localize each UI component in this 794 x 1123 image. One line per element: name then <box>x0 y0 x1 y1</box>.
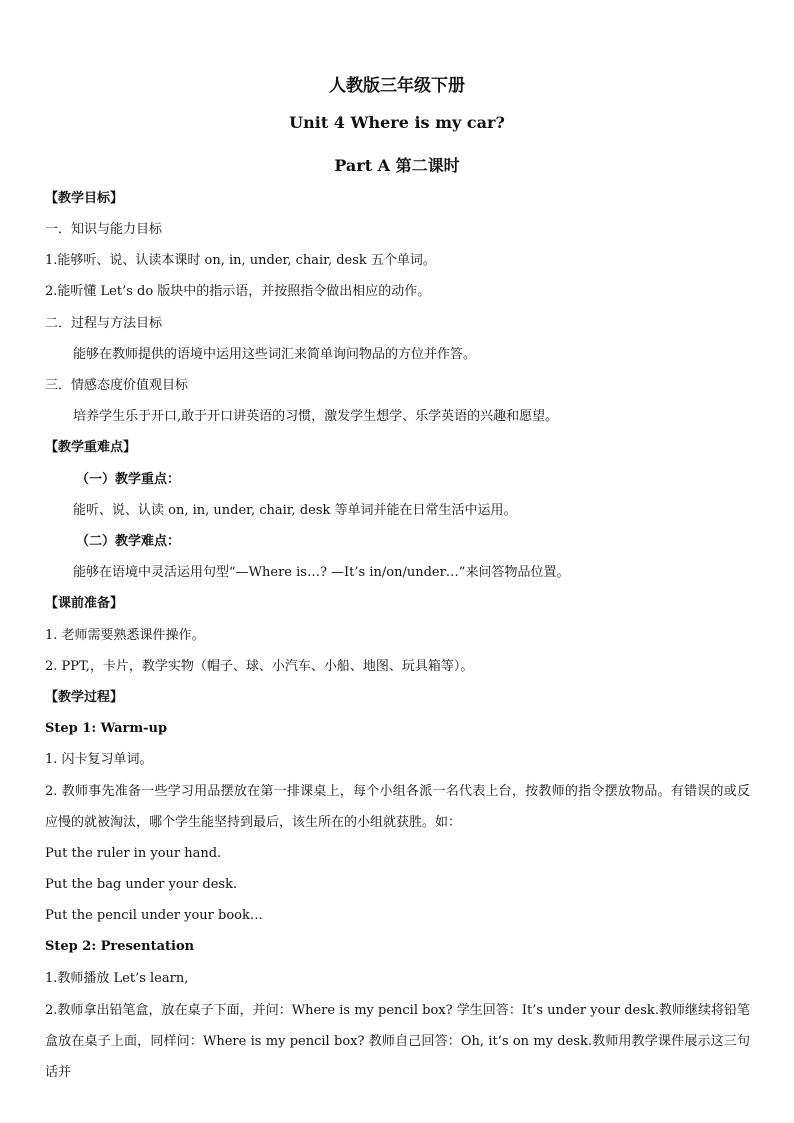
difficult-point-text: 能够在语境中灵活运用句型“—Where is…? —It’s in/on/under…”来问答物品位置。 <box>73 565 570 580</box>
key-point-heading: （一）教学重点： <box>76 472 181 487</box>
unit-subtitle: Unit 4 Where is my car? <box>289 113 505 132</box>
step1-example3: Put the pencil under your book… <box>45 908 263 923</box>
preparation-item2: 2. PPT,，卡片，教学实物（帽子、球、小汽车、小船、地图、玩具箱等）。 <box>45 659 474 674</box>
step1-item2: 2. 教师事先准备一些学习用品摆放在第一排课桌上，每个小组各派一名代表上台，按教师的指令摆放物品。有错误的或反应慢的就被淘汰，哪个学生能坚持到最后，该生所在的小组就获胜。如： <box>45 784 750 830</box>
step1-heading: Step 1: Warm-up <box>45 721 168 736</box>
difficult-point-heading: （二）教学难点： <box>76 534 181 549</box>
step1-example1: Put the ruler in your hand. <box>45 846 222 861</box>
goal3-text: 培养学生乐于开口,敢于开口讲英语的习惯，激发学生想学、乐学英语的兴趣和愿望。 <box>73 409 559 424</box>
step1-example2: Put the bag under your desk. <box>45 877 238 892</box>
goal2-heading: 二．过程与方法目标 <box>45 316 163 331</box>
goal3-heading: 三．情感态度价值观目标 <box>45 378 189 393</box>
step2-item2: 2.教师拿出铅笔盒，放在桌子下面，并问：Where is my pencil box? 学生回答：It’s under your desk.教师继续将铅笔盒放在桌子上面，同样问：Where is my pencil box? 教师自己回答：Oh, it’s on my desk.教师用教学课件展示这三句话并 <box>45 1003 750 1080</box>
goal1-heading: 一．知识与能力目标 <box>45 222 163 237</box>
goal1-item2: 2.能听懂 Let’s do 版块中的指示语，并按照指令做出相应的动作。 <box>45 284 431 299</box>
part-heading: Part A 第二课时 <box>334 156 460 175</box>
document-title: 人教版三年级下册 <box>329 76 465 96</box>
key-point-text: 能听、说、认读 on, in, under, chair, desk 等单词并能在日常生活中运用。 <box>73 503 517 518</box>
goal1-item1: 1.能够听、说、认读本课时 on, in, under, chair, desk 五个单词。 <box>45 253 436 268</box>
process-heading: 【教学过程】 <box>45 690 124 705</box>
preparation-heading: 【课前准备】 <box>45 596 124 611</box>
goal2-text: 能够在教师提供的语境中运用这些词汇来简单询问物品的方位并作答。 <box>73 347 477 362</box>
step2-heading: Step 2: Presentation <box>45 939 195 954</box>
teaching-goals-heading: 【教学目标】 <box>45 191 124 206</box>
step1-item1: 1. 闪卡复习单词。 <box>45 752 153 767</box>
preparation-item1: 1. 老师需要熟悉课件操作。 <box>45 628 205 643</box>
step2-item1: 1.教师播放 Let’s learn, <box>45 971 189 986</box>
key-points-heading: 【教学重难点】 <box>45 440 137 455</box>
